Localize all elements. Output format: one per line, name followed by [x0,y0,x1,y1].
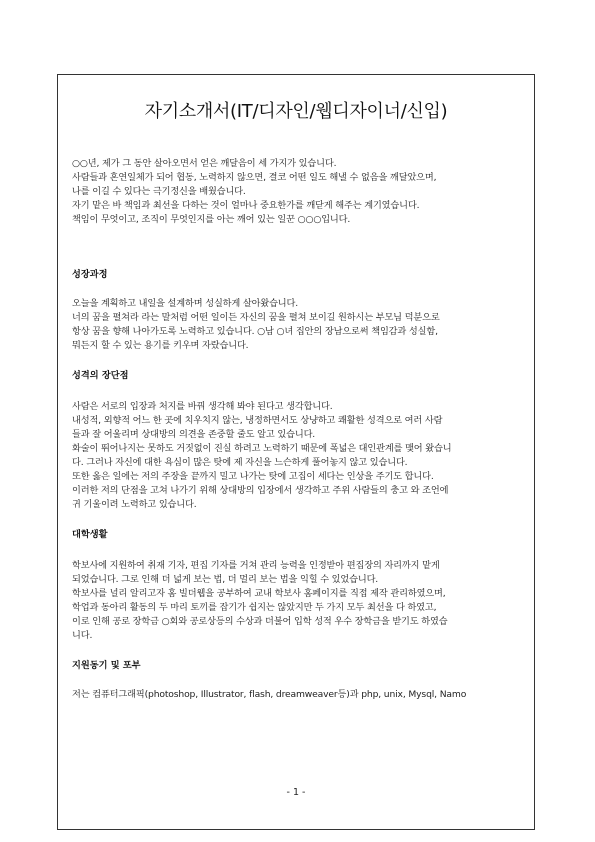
section-heading: 대학생활 [72,529,108,540]
section-line: 들과 잘 어울리며 상대방의 의견을 존중할 줄도 알고 있습니다. [72,429,316,440]
section-heading: 성장과정 [72,269,108,280]
section-line: 학보사를 널리 알리고자 홈 빌더웹을 공부하여 교내 학보사 홈페이지를 직접 제작 관리하였으며, [72,588,446,599]
document-body [72,157,523,702]
document-title: 자기소개서(IT/디자인/웹디자이너/신입) [144,101,448,122]
section-line: 너의 꿈을 펼쳐라 라는 말처럼 어떤 일이든 자신의 꿈을 펼쳐 보이길 원하시는 부모님 덕분으로 [72,312,440,323]
section-line: 이로 인해 공로 장학금 ○회와 공로상등의 수상과 더불어 입학 성적 우수 장학금을 받기도 하였습 [72,616,448,627]
intro-line: 자기 맡은 바 책임과 최선을 다하는 것이 얼마나 중요한가를 깨닫게 해주는 계기였습니다. [72,200,420,211]
intro-line: 사람들과 혼연일체가 되어 협동, 노력하지 않으면, 결코 어떤 일도 해낼 수 없음을 깨달았으며, [72,172,437,183]
section-line: 오늘을 계획하고 내일을 설계하며 성실하게 살아왔습니다. [72,298,299,309]
section-line: 이러한 저의 단점을 고쳐 나가기 위해 상대방의 입장에서 생각하고 주위 사람들의 충고 와 조언에 [72,485,449,496]
section-line: 뭐든지 할 수 있는 용기를 키우며 자랐습니다. [72,340,249,351]
intro-line: 책임이 무엇이고, 조직이 무엇인지를 아는 깨어 있는 일꾼 ○○○입니다. [72,214,351,225]
section-college [72,528,523,643]
section-line: 저는 컴퓨터그래픽(photoshop, Illustrator, flash, dreamweaver등)과 php, unix, Mysql, Namo [72,689,467,700]
section-line: 내성적, 외향적 어느 한 곳에 치우치지 않는, 냉정하면서도 상냥하고 쾌활한 성격으로 여러 사람 [72,415,443,426]
section-line: 귀 기울이려 노력하고 있습니다. [72,499,197,510]
section-motivation [72,659,523,702]
section-heading: 성격의 장단점 [72,370,129,381]
section-line: 다. 그러나 자신에 대한 욕심이 많은 탓에 제 자신을 느슨하게 풀어놓지 않고 있습니다. [72,457,408,468]
section-line: 사람은 서로의 입장과 처지를 바꿔 생각해 봐야 된다고 생각합니다. [72,401,333,412]
section-personality [72,369,523,512]
section-line: 화술이 뛰어나지는 못하도 거짓없이 진실 하려고 노력하기 때문에 폭넓은 대인관계를 맺어 왔습니 [72,443,452,454]
section-growth [72,268,523,353]
intro-line: ○○년, 제가 그 동안 살아오면서 얻은 깨달음이 세 가지가 있습니다. [72,158,337,169]
intro-paragraph [72,157,523,227]
section-line: 학업과 동아리 활동의 두 마리 토끼를 잡기가 쉽지는 않았지만 두 가지 모두 최선을 다 하였고, [72,602,437,613]
page-number: - 1 - [286,787,306,798]
section-line: 학보사에 지원하여 취재 기자, 편집 기자를 거쳐 관리 능력을 인정받아 편집장의 자리까지 맡게 [72,560,440,571]
section-line: 되었습니다. 그로 인해 더 넓게 보는 법, 더 멀리 보는 법을 익힐 수 있었습니다. [72,574,379,585]
section-line: 또한 옳은 일에는 저의 주장을 끝까지 밀고 나가는 탓에 고집이 세다는 인상을 주기도 합니다. [72,471,434,482]
section-line: 항상 꿈을 향해 나아가도록 노력하고 있습니다. ○남 ○녀 집안의 장남으로써 책임감과 성실함, [72,326,438,337]
section-line: 니다. [72,630,93,641]
intro-line: 나를 이길 수 있다는 극기정신을 배웠습니다. [72,186,246,197]
section-heading: 지원동기 및 포부 [72,660,141,671]
